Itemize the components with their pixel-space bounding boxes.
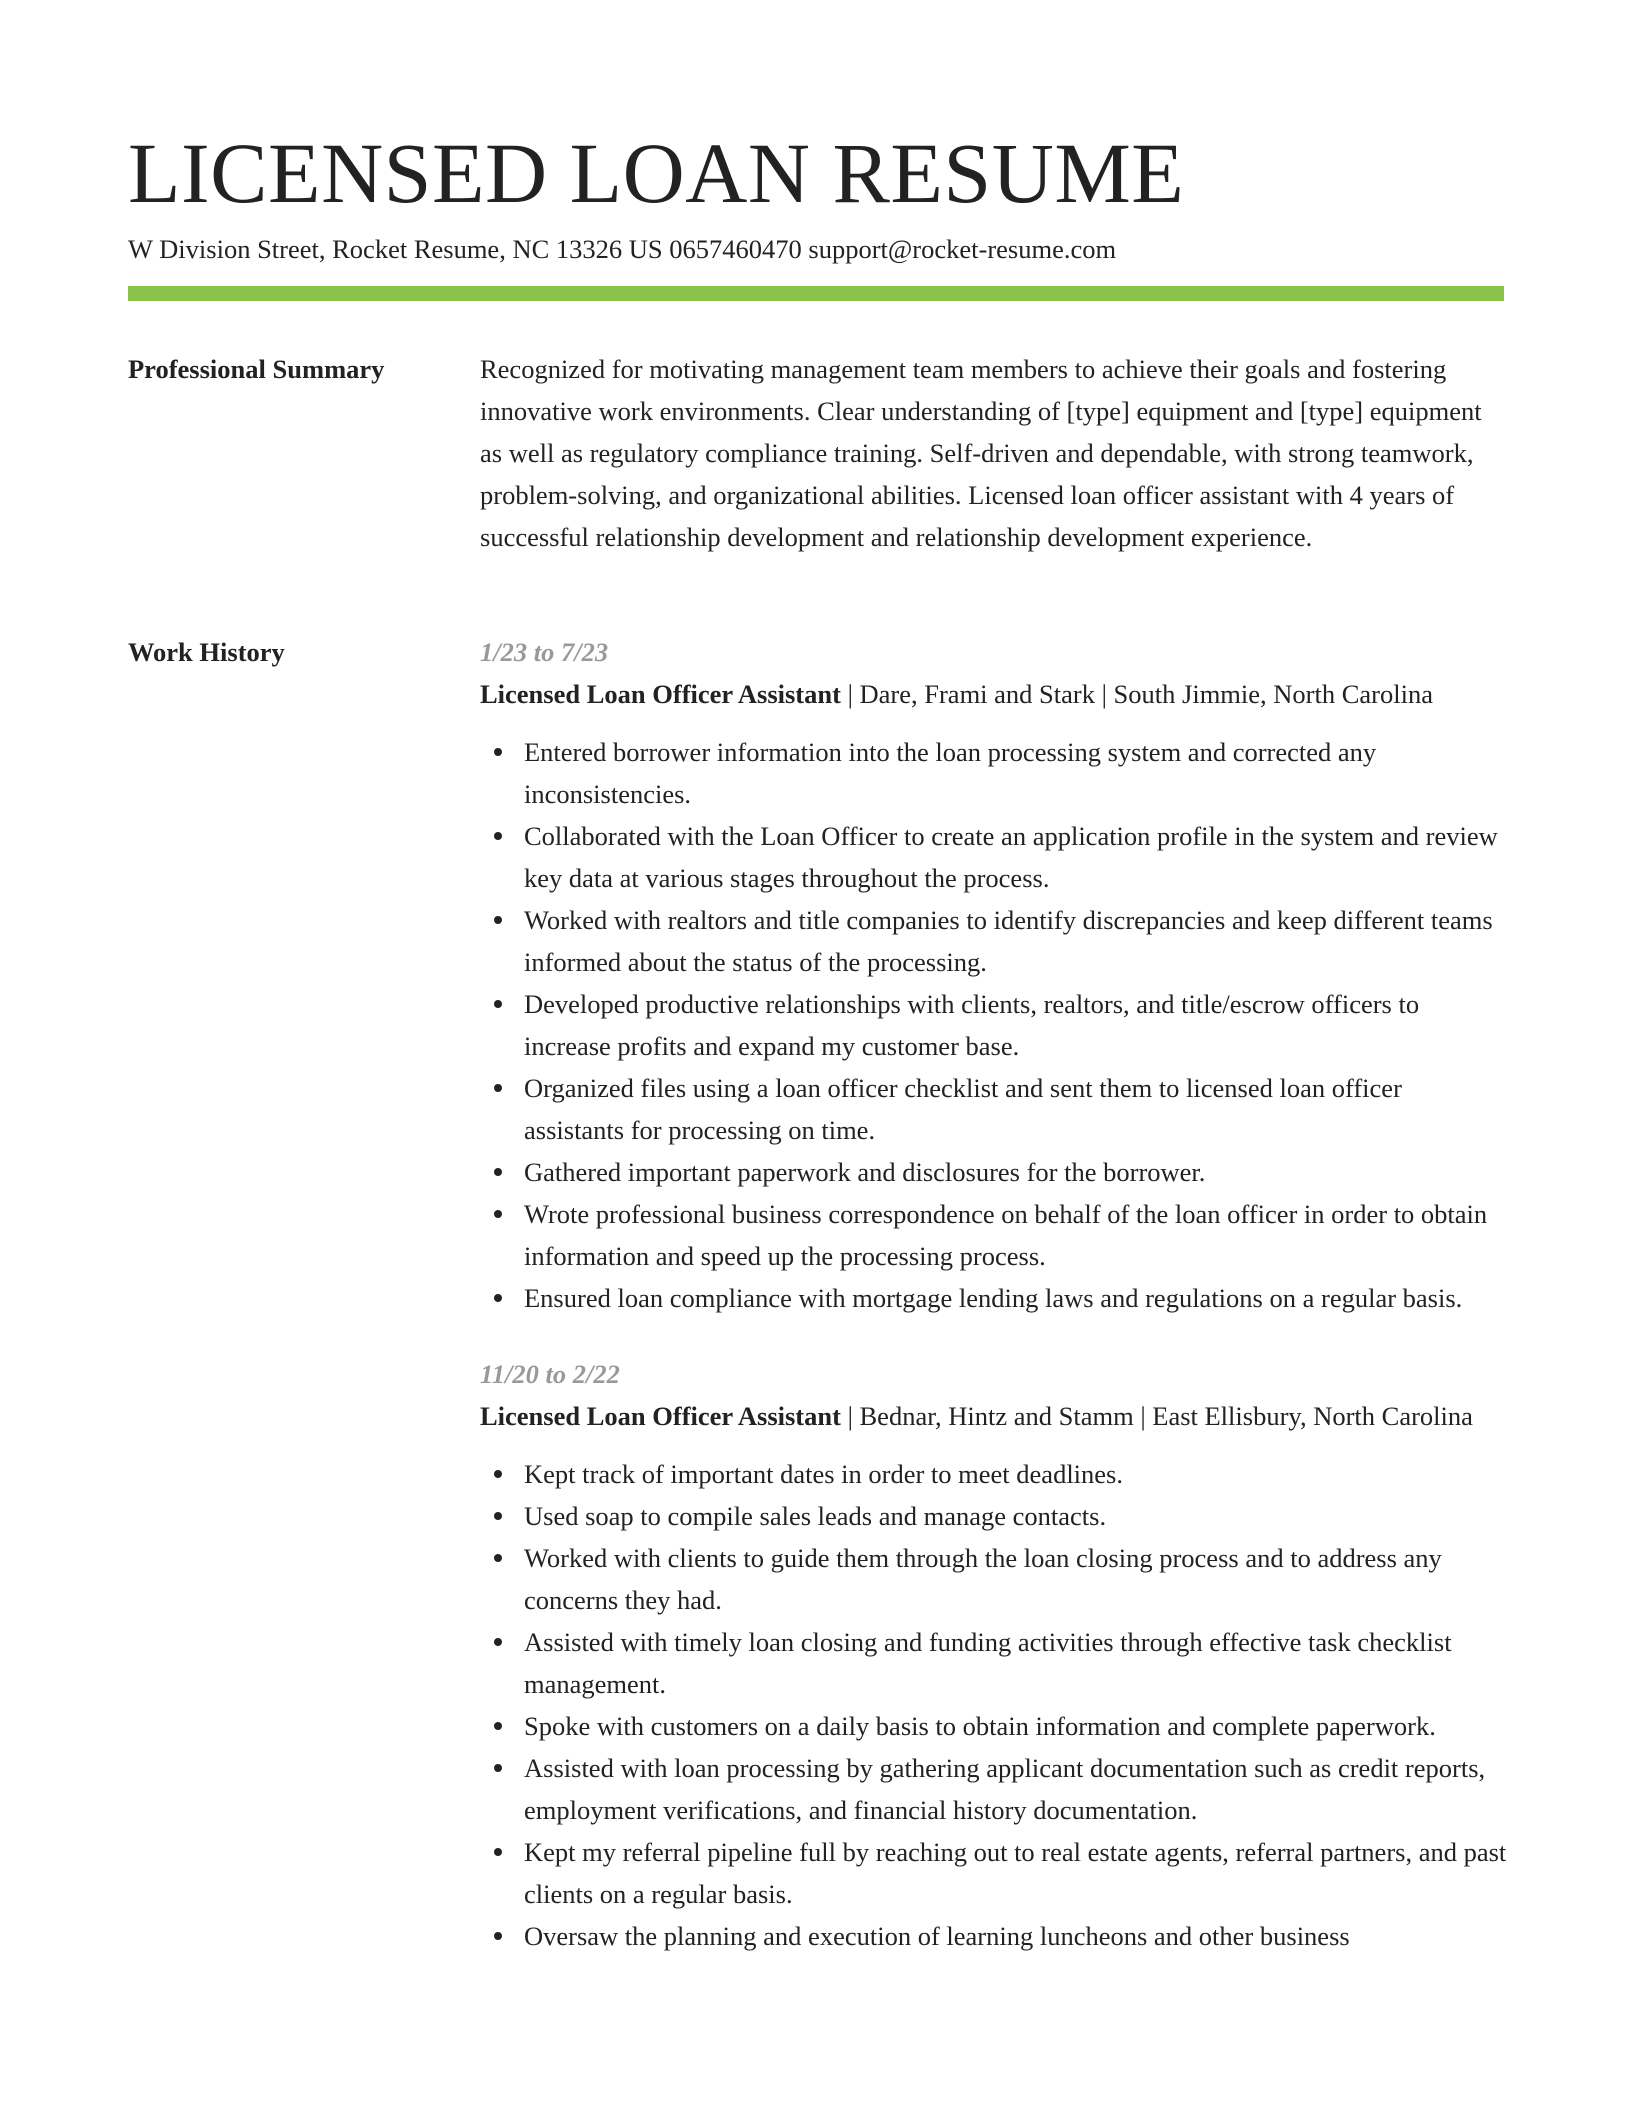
bullet-text: Assisted with loan processing by gathering applicant documentation such as credit reports, employment verifications, and financial history documentation.: [524, 1753, 1486, 1825]
bullet-text: Spoke with customers on a daily basis to obtain information and complete paperwork.: [524, 1711, 1436, 1741]
bullet-item: [524, 1067, 1508, 1151]
bullet-item: [524, 1495, 1508, 1537]
bullet-item: [524, 1831, 1508, 1915]
bullet-item: [524, 983, 1508, 1067]
bullet-icon: [494, 1638, 502, 1646]
job-details: | Bednar, Hintz and Stamm | East Ellisbury, North Carolina: [840, 1401, 1473, 1431]
bullet-icon: [494, 748, 502, 756]
bullet-item: [524, 1277, 1508, 1319]
bullet-text: Worked with realtors and title companies to identify discrepancies and keep different teams informed about the status of the processing.: [524, 905, 1493, 977]
work-body: [480, 631, 1508, 1991]
contact-email: support@rocket-resume.com: [808, 234, 1117, 264]
summary-text: Recognized for motivating management team members to achieve their goals and fostering innovative work environments. Clear understanding of [type] equipment and [type] equipment as well as regulatory compliance training. Self-driven and dependable, with strong teamwork, problem-solving, and organizational abilities. Licensed loan officer assistant with 4 years of successful relationship development and relationship development experience.: [480, 354, 1482, 552]
contact-line: [128, 230, 1116, 268]
bullet-item: [524, 1621, 1508, 1705]
bullet-text: Wrote professional business correspondence on behalf of the loan officer in order to obtain information and speed up the processing process.: [524, 1199, 1488, 1271]
section-title-summary: Professional Summary: [128, 354, 385, 384]
bullet-item: [524, 815, 1508, 899]
bullet-text: Developed productive relationships with clients, realtors, and title/escrow officers to increase profits and expand my customer base.: [524, 989, 1420, 1061]
bullet-icon: [494, 832, 502, 840]
job-dates: 11/20 to 2/22: [480, 1359, 620, 1389]
job-bullets: [480, 1453, 1508, 1957]
job-title: Licensed Loan Officer Assistant: [480, 679, 841, 709]
bullet-text: Gathered important paperwork and disclosures for the borrower.: [524, 1157, 1206, 1187]
bullet-text: Ensured loan compliance with mortgage lending laws and regulations on a regular basis.: [524, 1283, 1463, 1313]
bullet-item: [524, 1747, 1508, 1831]
job-entry: [480, 631, 1508, 1319]
bullet-icon: [494, 1722, 502, 1730]
bullet-text: Oversaw the planning and execution of learning luncheons and other business: [524, 1921, 1350, 1951]
header-divider: [128, 286, 1504, 301]
bullet-icon: [494, 1294, 502, 1302]
bullet-item: [524, 1193, 1508, 1277]
bullet-text: Collaborated with the Loan Officer to create an application profile in the system and review key data at various stages throughout the process.: [524, 821, 1498, 893]
resume-name: LICENSED LOAN RESUME: [128, 125, 1185, 221]
summary-body: [480, 348, 1508, 558]
bullet-item: [524, 1705, 1508, 1747]
bullet-item: [524, 899, 1508, 983]
job-entry: [480, 1353, 1508, 1957]
job-heading: [480, 1395, 1508, 1437]
job-dates: 1/23 to 7/23: [480, 637, 609, 667]
bullet-icon: [494, 1470, 502, 1478]
job-title: Licensed Loan Officer Assistant: [480, 1401, 841, 1431]
bullet-item: [524, 1453, 1508, 1495]
bullet-icon: [494, 1554, 502, 1562]
bullet-item: [524, 1151, 1508, 1193]
bullet-text: Assisted with timely loan closing and funding activities through effective task checklist management.: [524, 1627, 1452, 1699]
bullet-text: Kept track of important dates in order to meet deadlines.: [524, 1459, 1123, 1489]
section-title-work: Work History: [128, 637, 285, 667]
job-bullets: [480, 731, 1508, 1319]
bullet-icon: [494, 916, 502, 924]
bullet-icon: [494, 1764, 502, 1772]
bullet-icon: [494, 1512, 502, 1520]
bullet-text: Used soap to compile sales leads and manage contacts.: [524, 1501, 1107, 1531]
job-heading: [480, 673, 1508, 715]
bullet-text: Worked with clients to guide them through the loan closing process and to address any concerns they had.: [524, 1543, 1442, 1615]
bullet-item: [524, 1915, 1508, 1957]
bullet-text: Organized files using a loan officer checklist and sent them to licensed loan officer assistants for processing on time.: [524, 1073, 1402, 1145]
bullet-text: Entered borrower information into the loan processing system and corrected any inconsistencies.: [524, 737, 1377, 809]
bullet-item: [524, 1537, 1508, 1621]
bullet-icon: [494, 1210, 502, 1218]
bullet-icon: [494, 1000, 502, 1008]
bullet-icon: [494, 1932, 502, 1940]
contact-address: W Division Street, Rocket Resume, NC 13326 US: [128, 234, 663, 264]
job-details: | Dare, Frami and Stark | South Jimmie, North Carolina: [840, 679, 1433, 709]
bullet-item: [524, 731, 1508, 815]
bullet-icon: [494, 1084, 502, 1092]
contact-phone: 0657460470: [669, 234, 802, 264]
bullet-icon: [494, 1848, 502, 1856]
bullet-text: Kept my referral pipeline full by reaching out to real estate agents, referral partners, and past clients on a regular basis.: [524, 1837, 1507, 1909]
bullet-icon: [494, 1168, 502, 1176]
